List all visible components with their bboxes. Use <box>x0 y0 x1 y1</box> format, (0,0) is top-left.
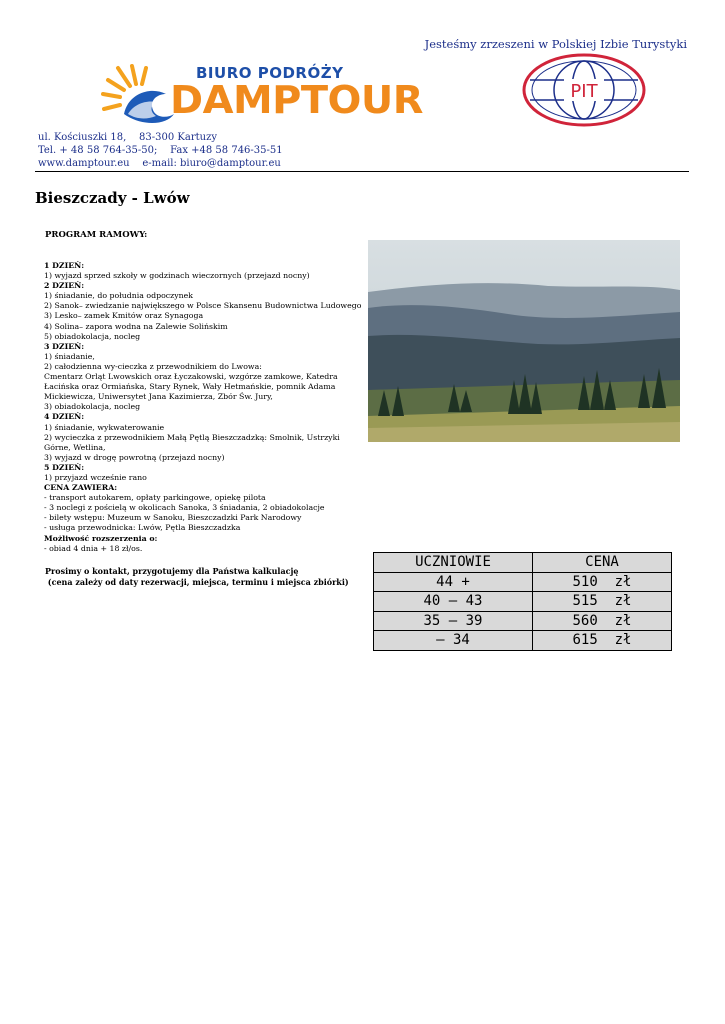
program-list <box>44 251 364 554</box>
program-line: 1) śniadanie, wykwaterowanie <box>44 422 165 432</box>
program-line: - usługa przewodnicka: Lwów, Pętla Bieszczadzka <box>44 523 241 533</box>
logo-wordmark: DAMPTOUR <box>170 78 424 122</box>
price-table <box>373 552 672 651</box>
program-line: 2) wycieczka z przewodnikiem Małą Pętlą Bieszczadzką: Smolnik, Ustrzyki Górne, Wetlina, <box>44 432 340 452</box>
program-line: 1) przyjazd wcześnie rano <box>44 472 147 482</box>
program-line: - 3 noclegi z pościelą w okolicach Sanoka, 3 śniadania, 2 obiadokolacje <box>44 503 325 513</box>
price-table-header <box>374 553 672 573</box>
program-line: 2) całodzienna wy-cieczka z przewodnikiem do Lwowa: <box>44 361 262 371</box>
header-divider <box>35 171 689 172</box>
row-price: 515 zł <box>533 592 672 612</box>
pit-logo <box>520 52 648 132</box>
contact-address: ul. Kościuszki 18, 83-300 Kartuzy <box>38 132 218 143</box>
program-line: Cmentarz Orląt Lwowskich oraz Łyczakowski, wzgórze zamkowe, Katedra Łacińska oraz Ormiańska, Stary Rynek, Wały Hetmańskie, pomnik Adama Mickiewicza, Uniwersytet Jana Kazimierza, Zbór Św. Jury, <box>44 372 338 402</box>
program-line: 4) Solina– zapora wodna na Zalewie Solińskim <box>44 321 228 331</box>
sun-wave-logo-icon <box>100 64 180 126</box>
contact-phone: Tel. + 48 58 764-35-50; Fax +48 58 746-35-51 <box>38 145 283 156</box>
program-section-heading: 3 DZIEŃ: <box>44 341 85 351</box>
header-price: CENA <box>533 553 672 573</box>
table-row <box>374 611 672 631</box>
contact-note-line1: Prosimy o kontakt, przygotujemy dla Państwa kalkulację <box>45 566 299 576</box>
logo-subtitle: BIURO PODRÓŻY <box>196 64 344 82</box>
program-line: 3) obiadokolacja, nocleg <box>44 402 141 412</box>
pit-logo-text: PIT <box>570 81 598 102</box>
program-line: 2) Sanok– zwiedzanie największego w Polsce Skansenu Budownictwa Ludowego <box>44 301 362 311</box>
program-section-heading: 4 DZIEŃ: <box>44 412 85 422</box>
row-price: 560 zł <box>533 611 672 631</box>
program-line: - transport autokarem, opłaty parkingowe, opiekę pilota <box>44 493 266 503</box>
row-students: 44 + <box>374 572 533 592</box>
program-line: - obiad 4 dnia + 18 zł/os. <box>44 543 143 553</box>
table-row <box>374 631 672 651</box>
row-students: 35 – 39 <box>374 611 533 631</box>
program-heading: PROGRAM RAMOWY: <box>45 230 148 240</box>
program-line: 1) śniadanie, do południa odpoczynek <box>44 291 194 301</box>
row-students: – 34 <box>374 631 533 651</box>
program-section-heading: 2 DZIEŃ: <box>44 281 85 291</box>
table-row <box>374 592 672 612</box>
program-line: 1) wyjazd sprzed szkoły w godzinach wieczornych (przejazd nocny) <box>44 271 310 281</box>
pit-globe-icon <box>520 52 648 128</box>
program-line: 1) śniadanie, <box>44 351 95 361</box>
row-price: 615 zł <box>533 631 672 651</box>
pit-membership-note: Jesteśmy zrzeszeni w Polskiej Izbie Turystyki <box>424 37 687 51</box>
program-line: - bilety wstępu: Muzeum w Sanoku, Bieszczadzki Park Narodowy <box>44 513 302 523</box>
contact-web[interactable]: www.damptour.eu e-mail: biuro@damptour.eu <box>38 158 281 169</box>
program-section-heading: Możliwość rozszerzenia o: <box>44 533 158 543</box>
contact-note <box>45 566 349 587</box>
program-line: 5) obiadokolacja, nocleg <box>44 331 141 341</box>
program-line: 3) Lesko– zamek Kmitów oraz Synagoga <box>44 311 204 321</box>
page-title: Bieszczady - Lwów <box>35 189 190 207</box>
damptour-logo <box>100 64 424 126</box>
program-section-heading: 5 DZIEŃ: <box>44 462 85 472</box>
contact-note-line2: (cena zależy od daty rezerwacji, miejsca, terminu i miejsca zbiórki) <box>45 576 349 587</box>
program-section-heading: 1 DZIEŃ: <box>44 261 85 270</box>
program-line: 3) wyjazd w drogę powrotną (przejazd nocny) <box>44 452 225 462</box>
table-row <box>374 572 672 592</box>
row-price: 510 zł <box>533 572 672 592</box>
header-students: UCZNIOWIE <box>374 553 533 573</box>
contact-info <box>38 131 283 170</box>
program-section-heading: CENA ZAWIERA: <box>44 483 118 493</box>
mountain-photo <box>368 240 680 442</box>
program-line <box>44 251 364 261</box>
row-students: 40 – 43 <box>374 592 533 612</box>
